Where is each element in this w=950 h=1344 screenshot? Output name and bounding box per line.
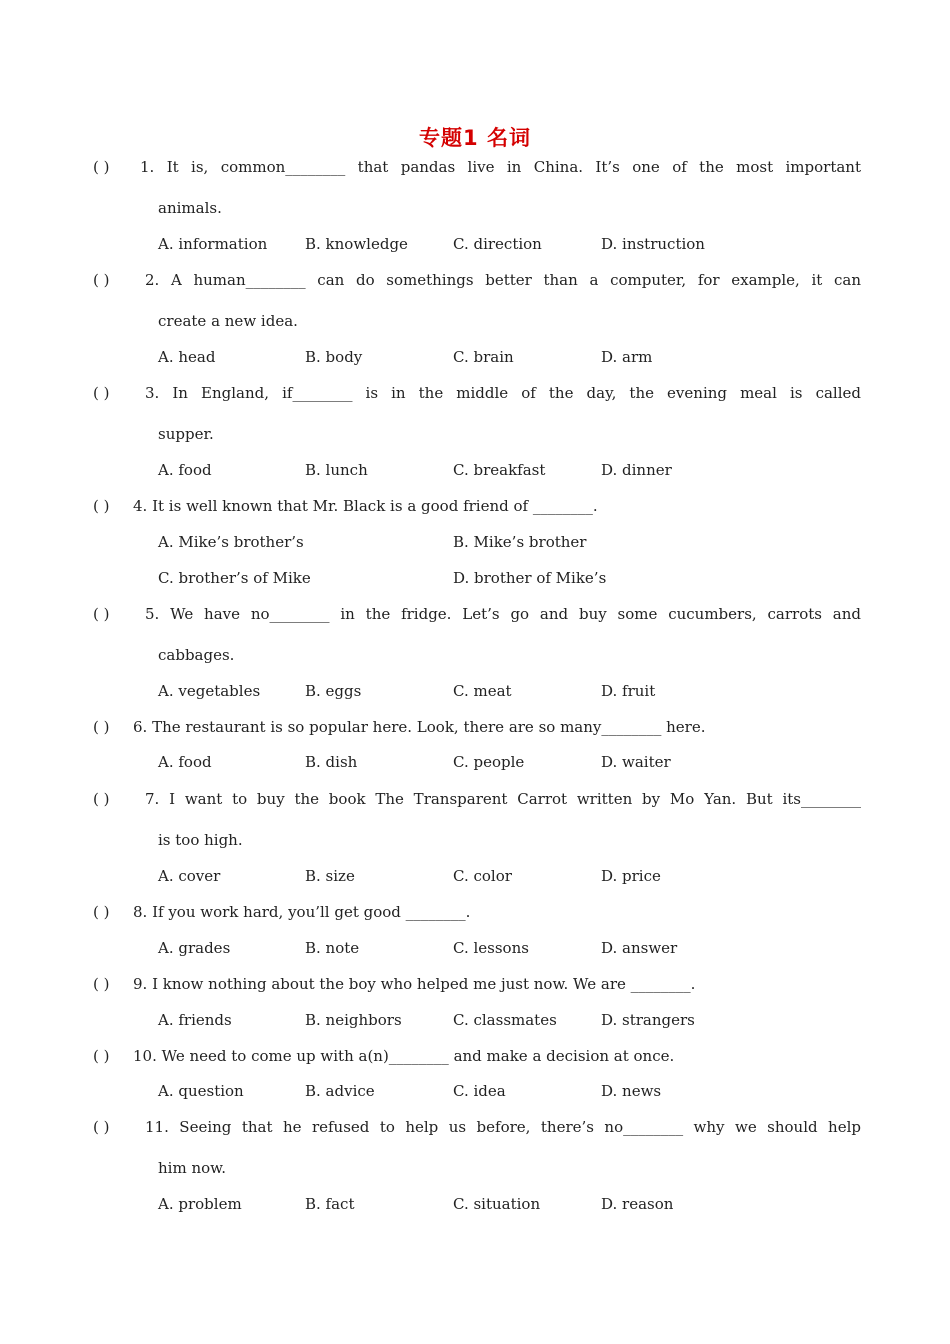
option-c[interactable]: C. direction bbox=[453, 235, 542, 253]
page-title: 专题1 名词 bbox=[419, 126, 531, 150]
answer-bracket[interactable]: ( ) bbox=[93, 1118, 110, 1136]
option-c[interactable]: C. situation bbox=[453, 1195, 541, 1213]
question-text: 6. The restaurant is so popular here. Look, there are so many________ here. bbox=[133, 718, 706, 736]
option-a[interactable]: A. information bbox=[158, 235, 268, 253]
answer-bracket[interactable]: ( ) bbox=[93, 975, 110, 993]
question-1 bbox=[93, 157, 861, 253]
answer-bracket[interactable]: ( ) bbox=[93, 271, 110, 289]
question-10 bbox=[93, 1046, 861, 1100]
question-5 bbox=[93, 604, 861, 700]
question-text-continued: supper. bbox=[158, 425, 214, 443]
option-d[interactable]: D. brother of Mike’s bbox=[453, 569, 607, 587]
question-text-continued: cabbages. bbox=[158, 646, 235, 664]
option-d[interactable]: D. dinner bbox=[601, 461, 672, 479]
question-text: 2. A human________ can do somethings better than a computer, for example, it can bbox=[145, 271, 861, 289]
option-d[interactable]: D. waiter bbox=[601, 753, 671, 771]
option-c[interactable]: C. color bbox=[453, 867, 512, 885]
answer-bracket[interactable]: ( ) bbox=[93, 718, 110, 736]
option-c[interactable]: C. people bbox=[453, 753, 525, 771]
answer-bracket[interactable]: ( ) bbox=[93, 1047, 110, 1065]
option-a[interactable]: A. friends bbox=[158, 1011, 232, 1029]
question-text: 4. It is well known that Mr. Black is a good friend of ________. bbox=[133, 497, 598, 515]
question-6 bbox=[93, 717, 861, 771]
option-c[interactable]: C. brain bbox=[453, 348, 514, 366]
option-d[interactable]: D. strangers bbox=[601, 1011, 695, 1029]
question-8 bbox=[93, 902, 861, 957]
question-3 bbox=[93, 383, 861, 479]
question-text: 11. Seeing that he refused to help us before, there’s no________ why we should help bbox=[145, 1118, 861, 1136]
option-c[interactable]: C. meat bbox=[453, 682, 512, 700]
answer-bracket[interactable]: ( ) bbox=[93, 903, 110, 921]
question-text: 7. I want to buy the book The Transparent Carrot written by Mo Yan. But its________ bbox=[145, 790, 861, 808]
question-2 bbox=[93, 270, 861, 366]
question-text-continued: animals. bbox=[158, 199, 222, 217]
question-text-continued: is too high. bbox=[158, 831, 243, 849]
question-7 bbox=[93, 789, 861, 885]
option-b[interactable]: B. knowledge bbox=[305, 235, 408, 253]
option-a[interactable]: A. grades bbox=[158, 939, 231, 957]
option-a[interactable]: A. food bbox=[158, 753, 212, 771]
question-4 bbox=[93, 496, 861, 587]
question-text-continued: him now. bbox=[158, 1159, 226, 1177]
option-a[interactable]: A. Mike’s brother’s bbox=[158, 533, 304, 551]
answer-bracket[interactable]: ( ) bbox=[93, 158, 110, 176]
question-text: 8. If you work hard, you’ll get good ________. bbox=[133, 903, 471, 921]
option-b[interactable]: B. body bbox=[305, 348, 363, 366]
option-b[interactable]: B. lunch bbox=[305, 461, 368, 479]
option-d[interactable]: D. answer bbox=[601, 939, 678, 957]
option-a[interactable]: A. problem bbox=[158, 1195, 242, 1213]
answer-bracket[interactable]: ( ) bbox=[93, 384, 110, 402]
option-b[interactable]: B. dish bbox=[305, 753, 358, 771]
option-a[interactable]: A. food bbox=[158, 461, 212, 479]
option-c[interactable]: C. breakfast bbox=[453, 461, 546, 479]
question-9 bbox=[93, 974, 861, 1029]
option-d[interactable]: D. news bbox=[601, 1082, 662, 1100]
answer-bracket[interactable]: ( ) bbox=[93, 605, 110, 623]
option-b[interactable]: B. neighbors bbox=[305, 1011, 402, 1029]
question-text-continued: create a new idea. bbox=[158, 312, 298, 330]
question-text: 3. In England, if________ is in the middle of the day, the evening meal is called bbox=[145, 384, 861, 402]
option-b[interactable]: B. note bbox=[305, 939, 360, 957]
option-d[interactable]: D. reason bbox=[601, 1195, 674, 1213]
option-d[interactable]: D. price bbox=[601, 867, 661, 885]
option-c[interactable]: C. idea bbox=[453, 1082, 506, 1100]
option-b[interactable]: B. Mike’s brother bbox=[453, 533, 587, 551]
option-c[interactable]: C. classmates bbox=[453, 1011, 557, 1029]
option-a[interactable]: A. head bbox=[158, 348, 216, 366]
option-a[interactable]: A. cover bbox=[158, 867, 221, 885]
option-b[interactable]: B. size bbox=[305, 867, 355, 885]
option-c[interactable]: C. lessons bbox=[453, 939, 529, 957]
question-text: 9. I know nothing about the boy who helped me just now. We are ________. bbox=[133, 975, 696, 993]
question-text: 5. We have no________ in the fridge. Let’s go and buy some cucumbers, carrots and bbox=[145, 605, 861, 623]
option-d[interactable]: D. fruit bbox=[601, 682, 656, 700]
option-b[interactable]: B. advice bbox=[305, 1082, 375, 1100]
option-b[interactable]: B. fact bbox=[305, 1195, 355, 1213]
option-a[interactable]: A. question bbox=[158, 1082, 244, 1100]
question-text: 1. It is, common________ that pandas live in China. It’s one of the most important bbox=[140, 158, 861, 176]
answer-bracket[interactable]: ( ) bbox=[93, 497, 110, 515]
option-d[interactable]: D. instruction bbox=[601, 235, 705, 253]
option-d[interactable]: D. arm bbox=[601, 348, 653, 366]
option-b[interactable]: B. eggs bbox=[305, 682, 362, 700]
question-11 bbox=[93, 1117, 861, 1213]
option-c[interactable]: C. brother’s of Mike bbox=[158, 569, 311, 587]
option-a[interactable]: A. vegetables bbox=[158, 682, 261, 700]
question-text: 10. We need to come up with a(n)________ and make a decision at once. bbox=[133, 1047, 675, 1065]
answer-bracket[interactable]: ( ) bbox=[93, 790, 110, 808]
